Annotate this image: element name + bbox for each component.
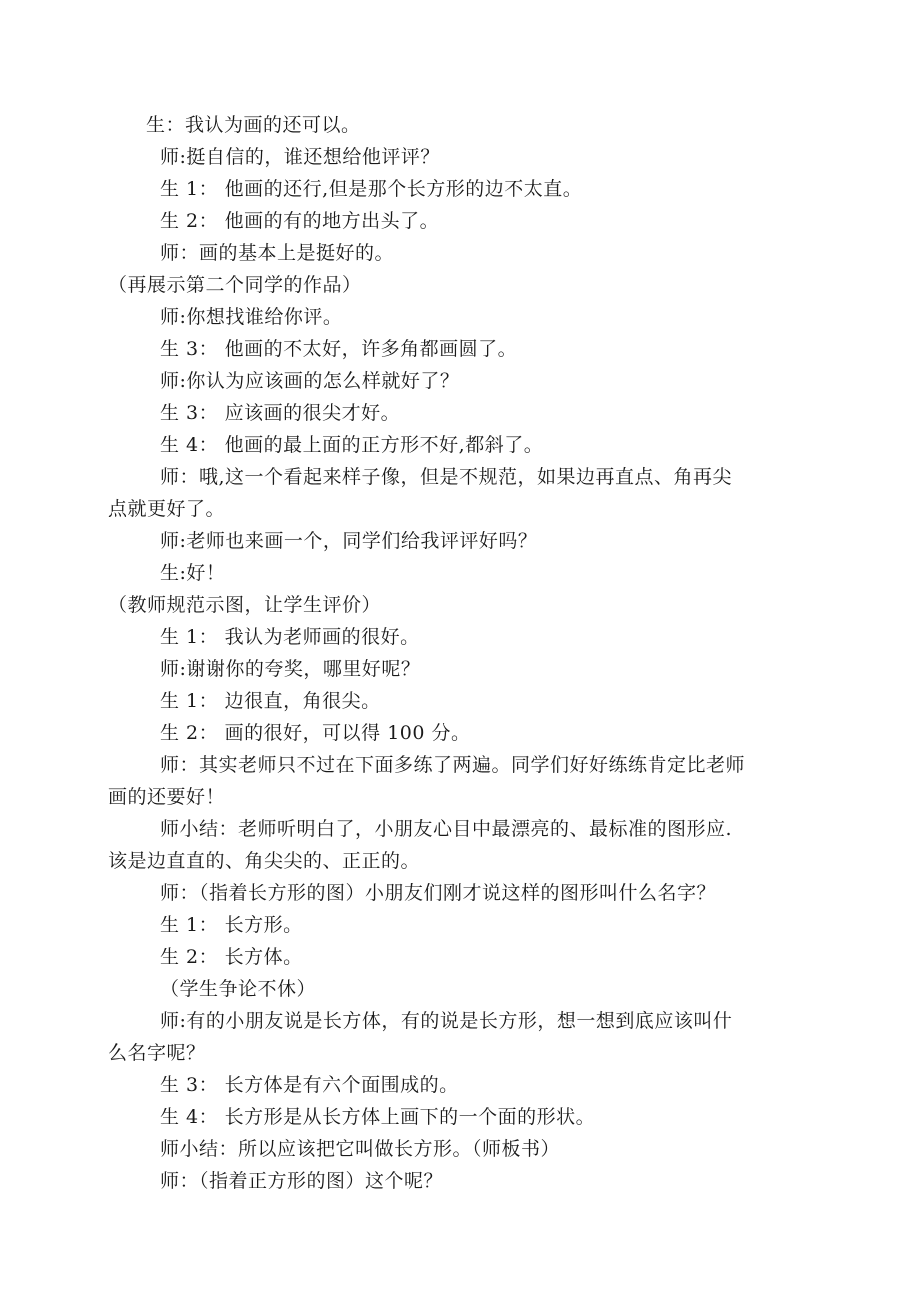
dialogue-line: 师:老师也来画一个，同学们给我评评好吗？: [160, 530, 538, 552]
dialogue-line: 师:谢谢你的夸奖，哪里好呢？: [160, 658, 421, 680]
dialogue-line: 师：哦,这一个看起来样子像，但是不规范，如果边再直点、角再尖: [160, 466, 733, 488]
dialogue-line: 师:你认为应该画的怎么样就好了？: [160, 370, 460, 392]
dialogue-line: 师:有的小朋友说是长方体，有的说是长方形，想一想到底应该叫什: [160, 1010, 733, 1032]
dialogue-line-continued: 点就更好了。: [108, 498, 226, 520]
dialogue-line: 生 3： 他画的不太好，许多角都画圆了。: [160, 338, 518, 360]
dialogue-line: 生 4： 他画的最上面的正方形不好,都斜了。: [160, 434, 544, 456]
dialogue-line: 师：画的基本上是挺好的。: [160, 242, 395, 264]
dialogue-line: 师:你想找谁给你评。: [160, 306, 343, 328]
dialogue-line: 生 3： 长方体是有六个面围成的。: [160, 1074, 459, 1096]
summary-line: 师小结：老师听明白了，小朋友心目中最漂亮的、最标准的图形应.: [160, 818, 733, 840]
dialogue-line: 师:挺自信的，谁还想给他评评？: [160, 146, 440, 168]
summary-line-continued: 该是边直直的、角尖尖的、正正的。: [108, 850, 421, 872]
dialogue-line: 生：我认为画的还可以。: [146, 114, 361, 136]
dialogue-line: 师：（指着正方形的图）这个呢？: [160, 1170, 444, 1192]
dialogue-line: 生 4： 长方形是从长方体上画下的一个面的形状。: [160, 1106, 596, 1128]
dialogue-line: 生:好！: [160, 562, 226, 584]
dialogue-line: 生 1： 边很直，角很尖。: [160, 690, 381, 712]
dialogue-line: 生 2： 画的很好，可以得 100 分。: [160, 722, 471, 744]
dialogue-line: 生 1： 长方形。: [160, 914, 303, 936]
stage-direction: （教师规范示图，让学生评价）: [108, 594, 382, 616]
dialogue-line: 生 2： 他画的有的地方出头了。: [160, 210, 440, 232]
stage-direction: （学生争论不休）: [160, 978, 317, 1000]
dialogue-line: 师：（指着长方形的图）小朋友们刚才说这样的图形叫什么名字？: [160, 882, 717, 904]
dialogue-line: 师：其实老师只不过在下面多练了两遍。同学们好好练练肯定比老师: [160, 754, 746, 776]
stage-direction: （再展示第二个同学的作品）: [108, 274, 362, 296]
dialogue-line-continued: 么名字呢？: [108, 1042, 206, 1064]
dialogue-line: 生 3： 应该画的很尖才好。: [160, 402, 401, 424]
dialogue-line-continued: 画的还要好！: [108, 786, 226, 808]
dialogue-line: 生 1： 他画的还行,但是那个长方形的边不太直。: [160, 178, 583, 200]
dialogue-line: 生 1： 我认为老师画的很好。: [160, 626, 420, 648]
summary-line: 师小结：所以应该把它叫做长方形。（师板书）: [160, 1138, 561, 1160]
dialogue-line: 生 2： 长方体。: [160, 946, 303, 968]
